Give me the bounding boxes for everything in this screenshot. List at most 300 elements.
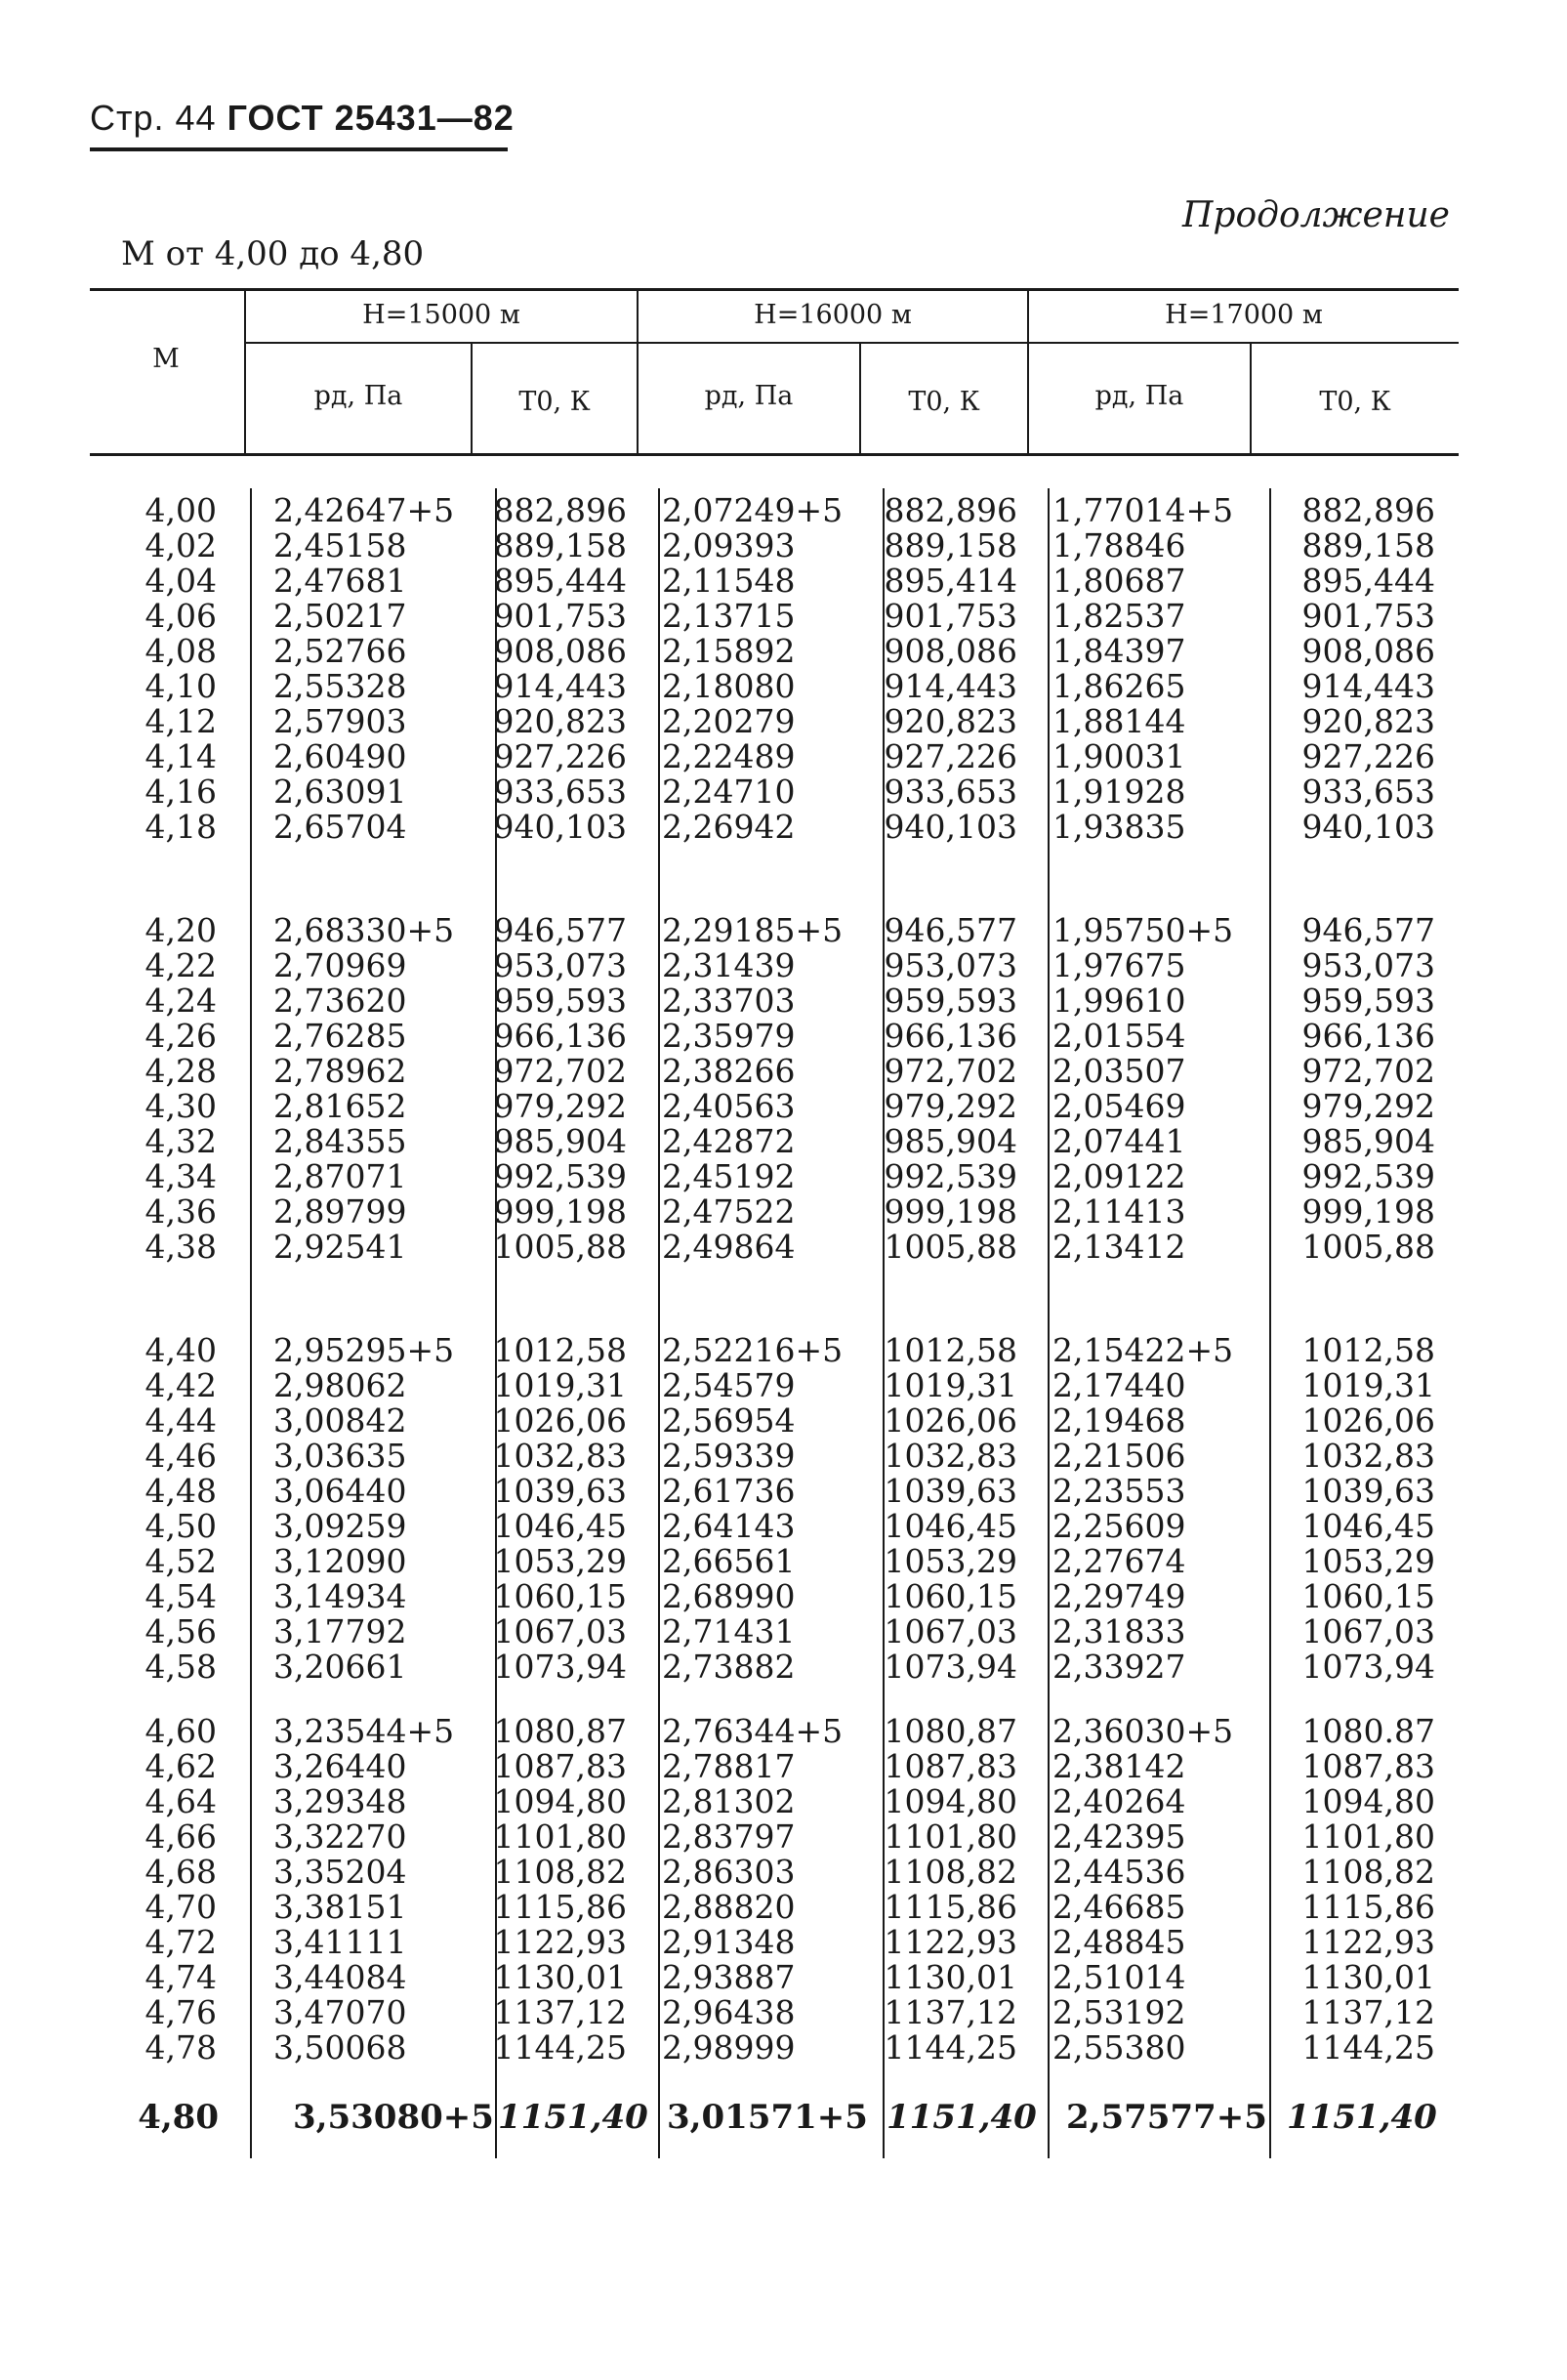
t-cell-16000: 1130,01: [884, 1958, 1017, 1996]
p-cell-16000: 2,42872: [662, 1122, 796, 1160]
t-cell-16000: 1073,94: [884, 1648, 1017, 1686]
t-cell-15000: 1080,87: [493, 1712, 627, 1750]
m-cell: 4,16: [144, 772, 217, 811]
p-cell-17000: 1,93835: [1052, 808, 1186, 846]
t-cell-16000: 1101,80: [884, 1817, 1017, 1856]
p-cell-16000: 2,33703: [662, 981, 796, 1020]
table-column: [90, 493, 217, 845]
t-cell-17000: 985,904: [1301, 1122, 1435, 1160]
p-cell-15000: 2,63091: [273, 772, 407, 811]
t-cell-15000: 933,653: [493, 772, 627, 811]
t-cell-16000: 1012,58: [884, 1331, 1017, 1369]
p-cell-17000: 2,27674: [1052, 1542, 1186, 1580]
table-column: [871, 493, 1017, 845]
table-column: [662, 913, 843, 1265]
p-cell-15000: 3,09259: [273, 1507, 407, 1545]
body-divider: [1269, 488, 1271, 2158]
m-cell: 4,72: [144, 1923, 217, 1961]
p-header-17000: pд, Па: [1094, 381, 1184, 411]
p-cell-15000: 3,44084: [273, 1958, 407, 1996]
p-cell-16000: 2,98999: [662, 2028, 796, 2067]
group-underline: [244, 342, 1459, 344]
p-cell-16000: 2,59339: [662, 1437, 796, 1475]
p-cell-15000: 3,47070: [273, 1993, 407, 2031]
m-cell: 4,46: [144, 1437, 217, 1475]
m-cell: 4,22: [144, 946, 217, 984]
t-cell-15000: 914,443: [493, 667, 627, 705]
m-cell: 4,58: [144, 1648, 217, 1686]
t-cell-17000: 979,292: [1301, 1087, 1435, 1125]
t-cell-17000: 927,226: [1301, 737, 1435, 775]
p-cell-16000: 2,61736: [662, 1472, 796, 1510]
t-cell-15000: 920,823: [493, 702, 627, 740]
m-cell: 4,62: [144, 1747, 217, 1785]
table-column: [90, 1714, 217, 2066]
p-cell-15000: 3,50068: [273, 2028, 407, 2067]
t-cell-17000: 1151,40: [1287, 2098, 1437, 2137]
p-cell-17000: 2,19468: [1052, 1401, 1186, 1440]
m-cell: 4,66: [144, 1817, 217, 1856]
t-cell-15000: 979,292: [493, 1087, 627, 1125]
table-column: [480, 1333, 627, 1685]
t-header-17000: T0, К: [1319, 387, 1391, 417]
p-cell-17000: 2,51014: [1052, 1958, 1186, 1996]
m-cell: 4,30: [144, 1087, 217, 1125]
t-cell-17000: 992,539: [1301, 1157, 1435, 1195]
p-cell-15000: 3,23544+5: [273, 1712, 455, 1750]
t-cell-15000: 992,539: [493, 1157, 627, 1195]
p-cell-17000: 2,29749: [1052, 1577, 1186, 1615]
t-cell-16000: 953,073: [884, 946, 1017, 984]
p-cell-16000: 2,78817: [662, 1747, 796, 1785]
p-cell-17000: 1,91928: [1052, 772, 1186, 811]
t-cell-16000: 1046,45: [884, 1507, 1017, 1545]
p-cell-15000: 3,06440: [273, 1472, 407, 1510]
m-cell: 4,10: [144, 667, 217, 705]
m-cell: 4,52: [144, 1542, 217, 1580]
table-column: [480, 493, 627, 845]
table-column: [1052, 1333, 1233, 1685]
t-cell-16000: 1151,40: [887, 2098, 1037, 2137]
body-divider: [1048, 488, 1050, 2158]
p-cell-16000: 2,88820: [662, 1888, 796, 1926]
p-cell-15000: 3,29348: [273, 1782, 407, 1820]
t-cell-16000: 946,577: [884, 911, 1017, 949]
m-cell: 4,24: [144, 981, 217, 1020]
p-cell-16000: 2,76344+5: [662, 1712, 844, 1750]
t-cell-17000: 1039,63: [1301, 1472, 1435, 1510]
table-column: [480, 913, 627, 1265]
m-cell: 4,18: [144, 808, 217, 846]
t-header-16000: T0, К: [908, 387, 980, 417]
t-cell-17000: 1094,80: [1301, 1782, 1435, 1820]
p-cell-15000: 2,47681: [273, 562, 407, 600]
m-cell: 4,64: [144, 1782, 217, 1820]
t-cell-15000: 953,073: [493, 946, 627, 984]
m-cell: 4,78: [144, 2028, 217, 2067]
p-cell-16000: 3,01571+5: [667, 2098, 868, 2137]
p-cell-17000: 1,80687: [1052, 562, 1186, 600]
p-cell-17000: 1,84397: [1052, 632, 1186, 670]
t-cell-15000: 1108,82: [493, 1853, 627, 1891]
t-cell-17000: 1137,12: [1301, 1993, 1435, 2031]
table-column: [1289, 913, 1435, 1265]
t-cell-16000: 920,823: [884, 702, 1017, 740]
p-cell-17000: 2,40264: [1052, 1782, 1186, 1820]
p-cell-17000: 2,01554: [1052, 1017, 1186, 1055]
t-cell-17000: 999,198: [1301, 1192, 1435, 1231]
table-column: [90, 913, 217, 1265]
p-cell-15000: 3,17792: [273, 1612, 407, 1650]
t-cell-17000: 920,823: [1301, 702, 1435, 740]
m-cell: 4,44: [144, 1401, 217, 1440]
page-header: [90, 98, 515, 139]
t-cell-16000: 895,414: [884, 562, 1017, 600]
p-cell-15000: 2,76285: [273, 1017, 407, 1055]
t-cell-16000: 1108,82: [884, 1853, 1017, 1891]
p-cell-15000: 2,87071: [273, 1157, 407, 1195]
table-column: [273, 1333, 454, 1685]
t-cell-17000: 959,593: [1301, 981, 1435, 1020]
p-cell-16000: 2,38266: [662, 1052, 796, 1090]
t-cell-17000: 895,444: [1301, 562, 1435, 600]
p-cell-17000: 2,25609: [1052, 1507, 1186, 1545]
p-cell-16000: 2,40563: [662, 1087, 796, 1125]
p-cell-15000: 3,35204: [273, 1853, 407, 1891]
t-cell-15000: 1067,03: [493, 1612, 627, 1650]
t-cell-17000: 1060,15: [1301, 1577, 1435, 1615]
t-cell-15000: 1137,12: [493, 1993, 627, 2031]
p-cell-17000: 2,53192: [1052, 1993, 1186, 2031]
p-cell-17000: 2,36030+5: [1052, 1712, 1234, 1750]
t-cell-17000: 882,896: [1301, 491, 1435, 529]
t-cell-15000: 927,226: [493, 737, 627, 775]
t-cell-16000: 1080,87: [884, 1712, 1017, 1750]
t-cell-16000: 966,136: [884, 1017, 1017, 1055]
t-cell-17000: 1032,83: [1301, 1437, 1435, 1475]
p-cell-15000: 2,84355: [273, 1122, 407, 1160]
m-cell: 4,80: [138, 2098, 219, 2137]
m-cell: 4,48: [144, 1472, 217, 1510]
t-cell-16000: 914,443: [884, 667, 1017, 705]
t-cell-16000: 1067,03: [884, 1612, 1017, 1650]
p-cell-15000: 3,38151: [273, 1888, 407, 1926]
m-cell: 4,38: [144, 1228, 217, 1266]
t-cell-17000: 901,753: [1301, 597, 1435, 635]
t-cell-17000: 1144,25: [1301, 2028, 1435, 2067]
p-cell-16000: 2,64143: [662, 1507, 796, 1545]
table-column: [871, 1333, 1017, 1685]
m-cell: 4,20: [144, 911, 217, 949]
p-cell-15000: 3,26440: [273, 1747, 407, 1785]
table-column: [273, 913, 454, 1265]
t-cell-17000: 1108,82: [1301, 1853, 1435, 1891]
t-cell-15000: 1101,80: [493, 1817, 627, 1856]
p-cell-17000: 2,46685: [1052, 1888, 1186, 1926]
t-cell-15000: 999,198: [493, 1192, 627, 1231]
t-cell-17000: 1101,80: [1301, 1817, 1435, 1856]
p-cell-16000: 2,49864: [662, 1228, 796, 1266]
p-cell-15000: 3,00842: [273, 1401, 407, 1440]
t-cell-16000: 908,086: [884, 632, 1017, 670]
p-cell-16000: 2,86303: [662, 1853, 796, 1891]
p-cell-15000: 3,53080+5: [293, 2098, 494, 2137]
p-cell-16000: 2,22489: [662, 737, 796, 775]
m-cell: 4,50: [144, 1507, 217, 1545]
range-title: М от 4,00 до 4,80: [121, 234, 425, 273]
m-cell: 4,28: [144, 1052, 217, 1090]
p-cell-17000: 1,77014+5: [1052, 491, 1234, 529]
p-cell-16000: 2,31439: [662, 946, 796, 984]
t-cell-15000: 1039,63: [493, 1472, 627, 1510]
t-cell-15000: 1115,86: [493, 1888, 627, 1926]
p-cell-17000: 1,99610: [1052, 981, 1186, 1020]
p-cell-17000: 2,13412: [1052, 1228, 1186, 1266]
p-cell-17000: 2,57577+5: [1066, 2098, 1267, 2137]
t-cell-16000: 1019,31: [884, 1366, 1017, 1404]
t-cell-15000: 946,577: [493, 911, 627, 949]
p-cell-15000: 2,78962: [273, 1052, 407, 1090]
t-cell-16000: 1137,12: [884, 1993, 1017, 2031]
t-cell-17000: 1115,86: [1301, 1888, 1435, 1926]
m-cell: 4,60: [144, 1712, 217, 1750]
t-cell-17000: 1073,94: [1301, 1648, 1435, 1686]
t-cell-17000: 1005,88: [1301, 1228, 1435, 1266]
m-cell: 4,70: [144, 1888, 217, 1926]
p-cell-16000: 2,18080: [662, 667, 796, 705]
p-cell-15000: 2,52766: [273, 632, 407, 670]
p-cell-15000: 2,92541: [273, 1228, 407, 1266]
p-cell-17000: 2,15422+5: [1052, 1331, 1234, 1369]
p-cell-17000: 2,05469: [1052, 1087, 1186, 1125]
body-divider: [658, 488, 660, 2158]
t-cell-16000: 1144,25: [884, 2028, 1017, 2067]
t-cell-17000: 1122,93: [1301, 1923, 1435, 1961]
p-cell-15000: 3,03635: [273, 1437, 407, 1475]
table-column: [273, 493, 454, 845]
t-cell-17000: 1080.87: [1301, 1712, 1435, 1750]
p-cell-16000: 2,91348: [662, 1923, 796, 1961]
t-cell-15000: 882,896: [493, 491, 627, 529]
p-cell-15000: 2,65704: [273, 808, 407, 846]
t-cell-16000: 1053,29: [884, 1542, 1017, 1580]
p-cell-15000: 2,42647+5: [273, 491, 455, 529]
t-cell-16000: 933,653: [884, 772, 1017, 811]
m-cell: 4,14: [144, 737, 217, 775]
m-cell: 4,12: [144, 702, 217, 740]
p-cell-16000: 2,45192: [662, 1157, 796, 1195]
gost-number: ГОСТ 25431—82: [227, 98, 515, 138]
t-cell-15000: 1073,94: [493, 1648, 627, 1686]
p-cell-15000: 2,81652: [273, 1087, 407, 1125]
p-cell-17000: 1,97675: [1052, 946, 1186, 984]
t-cell-15000: 972,702: [493, 1052, 627, 1090]
t-cell-15000: 1019,31: [493, 1366, 627, 1404]
p-cell-17000: 2,42395: [1052, 1817, 1186, 1856]
table-column: [1289, 493, 1435, 845]
p-cell-16000: 2,68990: [662, 1577, 796, 1615]
group-header-15000: H=15000 м: [362, 300, 520, 330]
p-cell-17000: 2,07441: [1052, 1122, 1186, 1160]
t-cell-15000: 1053,29: [493, 1542, 627, 1580]
t-cell-16000: 1122,93: [884, 1923, 1017, 1961]
t-cell-16000: 1094,80: [884, 1782, 1017, 1820]
table-column: [662, 1333, 843, 1685]
p-cell-17000: 1,86265: [1052, 667, 1186, 705]
t-cell-15000: 1087,83: [493, 1747, 627, 1785]
t-cell-15000: 1130,01: [493, 1958, 627, 1996]
m-cell: 4,74: [144, 1958, 217, 1996]
p-cell-15000: 3,14934: [273, 1577, 407, 1615]
p-header-15000: pд, Па: [313, 381, 403, 411]
t-cell-17000: 889,158: [1301, 526, 1435, 564]
p-cell-16000: 2,09393: [662, 526, 796, 564]
p-cell-17000: 1,95750+5: [1052, 911, 1234, 949]
p-cell-16000: 2,66561: [662, 1542, 796, 1580]
t-cell-15000: 1144,25: [493, 2028, 627, 2067]
m-cell: 4,40: [144, 1331, 217, 1369]
p-cell-17000: 2,33927: [1052, 1648, 1186, 1686]
table-column: [480, 1714, 627, 2066]
p-cell-17000: 2,11413: [1052, 1192, 1186, 1231]
table-column: [273, 1714, 454, 2066]
t-cell-17000: 1087,83: [1301, 1747, 1435, 1785]
t-cell-15000: 1012,58: [493, 1331, 627, 1369]
t-cell-16000: 882,896: [884, 491, 1017, 529]
t-cell-17000: 972,702: [1301, 1052, 1435, 1090]
t-cell-16000: 1026,06: [884, 1401, 1017, 1440]
p-cell-15000: 3,32270: [273, 1817, 407, 1856]
p-cell-17000: 1,78846: [1052, 526, 1186, 564]
p-cell-16000: 2,83797: [662, 1817, 796, 1856]
p-cell-17000: 2,31833: [1052, 1612, 1186, 1650]
t-cell-16000: 1039,63: [884, 1472, 1017, 1510]
p-cell-16000: 2,71431: [662, 1612, 796, 1650]
p-cell-17000: 2,21506: [1052, 1437, 1186, 1475]
t-cell-17000: 946,577: [1301, 911, 1435, 949]
p-cell-15000: 3,41111: [273, 1923, 407, 1961]
p-header-16000: pд, Па: [704, 381, 794, 411]
p-cell-16000: 2,35979: [662, 1017, 796, 1055]
table-column: [662, 493, 843, 845]
p-cell-16000: 2,54579: [662, 1366, 796, 1404]
p-cell-17000: 2,38142: [1052, 1747, 1186, 1785]
m-cell: 4,36: [144, 1192, 217, 1231]
t-cell-16000: 940,103: [884, 808, 1017, 846]
t-cell-16000: 927,226: [884, 737, 1017, 775]
t-cell-15000: 889,158: [493, 526, 627, 564]
t-cell-17000: 1012,58: [1301, 1331, 1435, 1369]
t-cell-16000: 1115,86: [884, 1888, 1017, 1926]
table-column: [90, 1333, 217, 1685]
p-cell-16000: 2,73882: [662, 1648, 796, 1686]
p-cell-16000: 2,29185+5: [662, 911, 844, 949]
t-cell-15000: 959,593: [493, 981, 627, 1020]
table-column: [1052, 493, 1233, 845]
group-header-17000: H=17000 м: [1165, 300, 1323, 330]
p-cell-16000: 2,13715: [662, 597, 796, 635]
t-cell-17000: 1067,03: [1301, 1612, 1435, 1650]
p-cell-16000: 2,20279: [662, 702, 796, 740]
t-cell-15000: 1122,93: [493, 1923, 627, 1961]
table-column: [1289, 1333, 1435, 1685]
p-cell-16000: 2,47522: [662, 1192, 796, 1231]
t-cell-17000: 908,086: [1301, 632, 1435, 670]
p-cell-17000: 2,55380: [1052, 2028, 1186, 2067]
t-cell-16000: 1032,83: [884, 1437, 1017, 1475]
header-rule: [90, 147, 508, 151]
p-cell-15000: 2,73620: [273, 981, 407, 1020]
t-cell-17000: 1046,45: [1301, 1507, 1435, 1545]
t-cell-15000: 1005,88: [493, 1228, 627, 1266]
table-column: [662, 1714, 843, 2066]
t-cell-15000: 940,103: [493, 808, 627, 846]
p-cell-16000: 2,52216+5: [662, 1331, 844, 1369]
m-cell: 4,34: [144, 1157, 217, 1195]
p-cell-16000: 2,26942: [662, 808, 796, 846]
t-cell-16000: 901,753: [884, 597, 1017, 635]
p-cell-16000: 2,07249+5: [662, 491, 844, 529]
p-cell-17000: 2,48845: [1052, 1923, 1186, 1961]
p-cell-17000: 2,23553: [1052, 1472, 1186, 1510]
t-cell-15000: 966,136: [493, 1017, 627, 1055]
m-cell: 4,08: [144, 632, 217, 670]
t-cell-15000: 985,904: [493, 1122, 627, 1160]
p-cell-17000: 2,17440: [1052, 1366, 1186, 1404]
p-cell-15000: 2,70969: [273, 946, 407, 984]
p-cell-15000: 2,57903: [273, 702, 407, 740]
t-cell-15000: 1046,45: [493, 1507, 627, 1545]
p-cell-17000: 2,03507: [1052, 1052, 1186, 1090]
t-cell-17000: 1053,29: [1301, 1542, 1435, 1580]
p-cell-15000: 2,95295+5: [273, 1331, 455, 1369]
page-number: Стр. 44: [90, 98, 217, 138]
t-cell-16000: 985,904: [884, 1122, 1017, 1160]
t-cell-15000: 908,086: [493, 632, 627, 670]
t-cell-16000: 999,198: [884, 1192, 1017, 1231]
t-cell-15000: 895,444: [493, 562, 627, 600]
body-divider: [250, 488, 252, 2158]
p-cell-16000: 2,81302: [662, 1782, 796, 1820]
p-cell-17000: 1,82537: [1052, 597, 1186, 635]
t-cell-17000: 966,136: [1301, 1017, 1435, 1055]
p-cell-15000: 2,60490: [273, 737, 407, 775]
m-cell: 4,02: [144, 526, 217, 564]
p-cell-16000: 2,15892: [662, 632, 796, 670]
m-cell: 4,06: [144, 597, 217, 635]
t-cell-16000: 1060,15: [884, 1577, 1017, 1615]
t-cell-17000: 933,653: [1301, 772, 1435, 811]
t-cell-16000: 972,702: [884, 1052, 1017, 1090]
p-cell-16000: 2,24710: [662, 772, 796, 811]
p-cell-15000: 3,20661: [273, 1648, 407, 1686]
table-column: [1052, 913, 1233, 1265]
table-column: [1289, 1714, 1435, 2066]
table-column: [1052, 1714, 1233, 2066]
t-cell-17000: 914,443: [1301, 667, 1435, 705]
t-cell-16000: 1005,88: [884, 1228, 1017, 1266]
t-cell-16000: 889,158: [884, 526, 1017, 564]
t-cell-15000: 1032,83: [493, 1437, 627, 1475]
p-cell-16000: 2,56954: [662, 1401, 796, 1440]
group-header-16000: H=16000 м: [754, 300, 912, 330]
t-cell-17000: 1130,01: [1301, 1958, 1435, 1996]
p-cell-17000: 1,90031: [1052, 737, 1186, 775]
p-cell-17000: 1,88144: [1052, 702, 1186, 740]
p-cell-16000: 2,93887: [662, 1958, 796, 1996]
continuation-label: Продолжение: [1182, 195, 1450, 235]
p-cell-15000: 2,55328: [273, 667, 407, 705]
